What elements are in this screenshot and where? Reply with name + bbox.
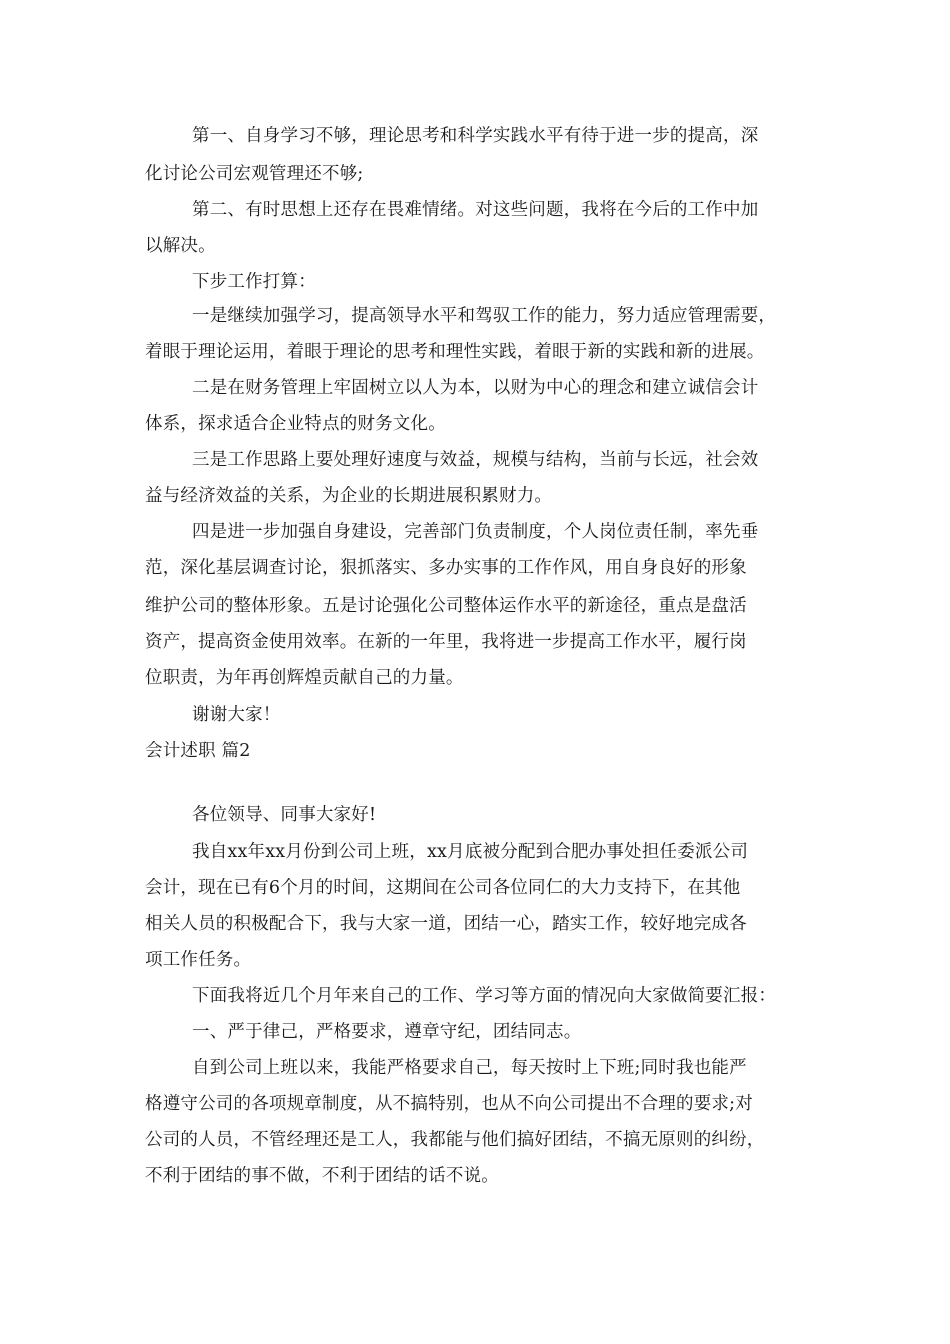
text-line: 着眼于理论运用，着眼于理论的思考和理性实践，着眼于新的实践和新的进展。: [145, 342, 765, 362]
section-heading: 会计述职 篇2: [145, 741, 251, 761]
text-line: 我自xx年xx月份到公司上班，xx月底被分配到合肥办事处担任委派公司: [192, 842, 749, 862]
text-line: 下面我将近几个月年来自己的工作、学习等方面的情况向大家做简要汇报：: [192, 986, 777, 1006]
text-line: 范，深化基层调查讨论，狠抓落实、多办实事的工作作风，用自身良好的形象: [145, 558, 747, 578]
text-line: 三是工作思路上要处理好速度与效益，规模与结构，当前与长远，社会效: [192, 450, 759, 470]
text-line: 一、严于律己，严格要求，遵章守纪，团结同志。: [192, 1022, 582, 1042]
text-line: 维护公司的整体形象。五是讨论强化公司整体运作水平的新途径，重点是盘活: [145, 596, 747, 616]
text-line: 一是继续加强学习，提高领导水平和驾驭工作的能力，努力适应管理需要，: [192, 306, 777, 326]
text-line: 相关人员的积极配合下，我与大家一道，团结一心，踏实工作，较好地完成各: [145, 914, 747, 934]
text-line: 各位领导、同事大家好!: [192, 805, 377, 825]
text-line: 第一、自身学习不够，理论思考和科学实践水平有待于进一步的提高，深: [192, 126, 759, 146]
text-line: 自到公司上班以来，我能严格要求自己，每天按时上下班;同时我也能严: [192, 1058, 747, 1078]
text-line: 谢谢大家！: [192, 705, 281, 725]
text-line: 不利于团结的事不做，不利于团结的话不说。: [145, 1166, 499, 1186]
text-line: 公司的人员，不管经理还是工人，我都能与他们搞好团结，不搞无原则的纠纷，: [145, 1130, 765, 1150]
text-line: 资产，提高资金使用效率。在新的一年里，我将进一步提高工作水平，履行岗: [145, 632, 747, 652]
text-line: 第二、有时思想上还存在畏难情绪。对这些问题，我将在今后的工作中加: [192, 200, 759, 220]
text-line: 位职责，为年再创辉煌贡献自己的力量。: [145, 668, 464, 688]
text-line: 体系，探求适合企业特点的财务文化。: [145, 414, 446, 434]
text-line: 会计，现在已有6个月的时间，这期间在公司各位同仁的大力支持下，在其他: [145, 878, 741, 898]
text-line: 益与经济效益的关系，为企业的长期进展积累财力。: [145, 486, 553, 506]
text-line: 格遵守公司的各项规章制度，从不搞特别，也从不向公司提出不合理的要求;对: [145, 1094, 753, 1114]
text-line: 四是进一步加强自身建设，完善部门负责制度，个人岗位责任制，率先垂: [192, 522, 759, 542]
text-line: 项工作任务。: [145, 950, 252, 970]
text-line: 化讨论公司宏观管理还不够;: [145, 164, 364, 184]
text-line: 以解决。: [145, 236, 216, 256]
text-line: 下步工作打算：: [192, 272, 316, 292]
text-line: 二是在财务管理上牢固树立以人为本，以财为中心的理念和建立诚信会计: [192, 378, 759, 398]
